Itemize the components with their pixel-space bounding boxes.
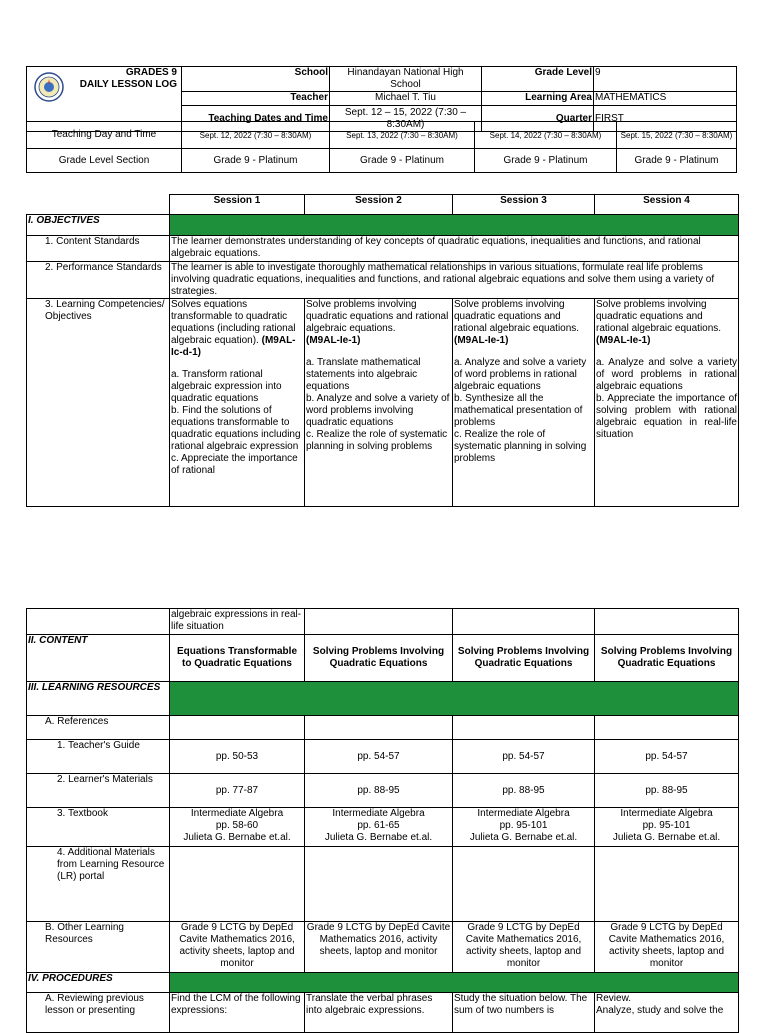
session-2-header: Session 2 xyxy=(305,195,453,215)
day-time-4: Sept. 15, 2022 (7:30 – 8:30AM) xyxy=(617,122,737,149)
tb-s3: Intermediate Algebra pp. 95-101 Julieta G. Bernabe et.al. xyxy=(453,808,595,847)
cont-s1-text: algebraic expressions in real-life situation xyxy=(170,609,305,635)
competency-s1-intro: Solves equations transformable to quadratic equations (including rational algebraic equation). xyxy=(171,299,296,346)
lm-s1: pp. 77-87 xyxy=(170,774,305,808)
other-s3: Grade 9 LCTG by DepEd Cavite Mathematics 2016, activity sheets, laptop and monitor xyxy=(453,922,595,973)
competency-s2-intro: Solve problems involving quadratic equations and rational algebraic equations. xyxy=(306,299,449,334)
section-4: Grade 9 - Platinum xyxy=(617,149,737,173)
dates-label: Teaching Dates and Time xyxy=(182,106,330,132)
session-4-header: Session 4 xyxy=(595,195,739,215)
tb-s1: Intermediate Algebra pp. 58-60 Julieta G. Bernabe et.al. xyxy=(170,808,305,847)
performance-standards-text: The learner is able to investigate thoroughly mathematical relationships in various situations, formulate real life problems involving quadratic equations, inequalities and functions, and rational algebraic equations and solve them using a variety of strategies. xyxy=(170,262,739,299)
add-blank-1 xyxy=(170,847,305,922)
competency-s4-list: a. Analyze and solve a variety of word problems in rational algebraic equations b. Appreciate the importance of solving problem with rational algebraic equation in real-life situation xyxy=(596,357,737,440)
learning-area-value: MATHEMATICS xyxy=(594,92,737,106)
content-standards-label: 1. Content Standards xyxy=(27,236,170,262)
lm-s2: pp. 88-95 xyxy=(305,774,453,808)
dates-value: Sept. 12 – 15, 2022 (7:30 – 8:30AM) xyxy=(330,106,482,132)
dll-label: DAILY LESSON LOG xyxy=(79,79,177,90)
references-label: A. References xyxy=(27,716,170,740)
resources-green-bar xyxy=(170,682,739,716)
teacher-value: Michael T. Tiu xyxy=(330,92,482,106)
competency-s2-code: (M9AL-Ie-1) xyxy=(306,335,361,346)
competencies-label: 3. Learning Competencies/ Objectives xyxy=(27,299,170,507)
section-2: Grade 9 - Platinum xyxy=(330,149,475,173)
day-time-label: Teaching Day and Time xyxy=(27,122,182,149)
procedures-green-bar xyxy=(170,973,739,993)
add-blank-3 xyxy=(453,847,595,922)
content-s3: Solving Problems Involving Quadratic Equations xyxy=(453,635,595,682)
content-s1: Equations Transformable to Quadratic Equations xyxy=(170,635,305,682)
content-standards-text: The learner demonstrates understanding of key concepts of quadratic equations, inequalities and functions, and rational algebraic equations. xyxy=(170,236,739,262)
cont-blank-3 xyxy=(453,609,595,635)
review-s2: Translate the verbal phrases into algebraic expressions. xyxy=(305,993,453,1033)
procedures-title: IV. PROCEDURES xyxy=(27,973,170,993)
competency-s3 xyxy=(453,299,595,507)
competency-s2-list: a. Translate mathematical statements into algebraic equations b. Analyze and solve a variety of word problems involving quadratic equations c. Realize the role of systematic planning in solving problems xyxy=(306,357,450,452)
tb-s2: Intermediate Algebra pp. 61-65 Julieta G. Bernabe et.al. xyxy=(305,808,453,847)
learning-area-label: Learning Area xyxy=(482,92,594,106)
competency-s1 xyxy=(170,299,305,507)
school-label: School xyxy=(182,67,330,92)
add-blank-4 xyxy=(595,847,739,922)
content-resources-table xyxy=(26,608,739,1033)
review-s4: Review. Analyze, study and solve the xyxy=(595,993,739,1033)
tg-s3: pp. 54-57 xyxy=(453,740,595,774)
section-label: Grade Level Section xyxy=(27,149,182,173)
competency-s2 xyxy=(305,299,453,507)
day-time-2: Sept. 13, 2022 (7:30 – 8:30AM) xyxy=(330,122,475,149)
grades-label: GRADES 9 xyxy=(125,67,177,78)
tg-s2: pp. 54-57 xyxy=(305,740,453,774)
content-s2: Solving Problems Involving Quadratic Equations xyxy=(305,635,453,682)
section-3: Grade 9 - Platinum xyxy=(475,149,617,173)
competency-s1-code: (M9AL-Ic-d-1) xyxy=(171,335,296,358)
tb-s4: Intermediate Algebra pp. 95-101 Julieta G. Bernabe et.al. xyxy=(595,808,739,847)
school-value: Hinandayan National High School xyxy=(330,67,482,92)
add-blank-2 xyxy=(305,847,453,922)
additional-materials-label: 4. Additional Materials from Learning Resource (LR) portal xyxy=(27,847,170,922)
resources-title: III. LEARNING RESOURCES xyxy=(27,682,170,716)
day-time-1: Sept. 12, 2022 (7:30 – 8:30AM) xyxy=(182,122,330,149)
other-s1: Grade 9 LCTG by DepEd Cavite Mathematics 2016, activity sheets, laptop and monitor xyxy=(170,922,305,973)
textbook-label: 3. Textbook xyxy=(27,808,170,847)
session-3-header: Session 3 xyxy=(453,195,595,215)
day-time-3: Sept. 14, 2022 (7:30 – 8:30AM) xyxy=(475,122,617,149)
cont-blank-4 xyxy=(595,609,739,635)
tg-s4: pp. 54-57 xyxy=(595,740,739,774)
cont-blank-2 xyxy=(305,609,453,635)
lm-s4: pp. 88-95 xyxy=(595,774,739,808)
other-resources-label: B. Other Learning Resources xyxy=(27,922,170,973)
ref-blank-3 xyxy=(453,716,595,740)
other-s2: Grade 9 LCTG by DepEd Cavite Mathematics 2016, activity sheets, laptop and monitor xyxy=(305,922,453,973)
review-s1: Find the LCM of the following expressions: xyxy=(170,993,305,1033)
teacher-label: Teacher xyxy=(182,92,330,106)
quarter-label: Quarter xyxy=(482,106,594,132)
content-s4: Solving Problems Involving Quadratic Equations xyxy=(595,635,739,682)
section-1: Grade 9 - Platinum xyxy=(182,149,330,173)
competency-s1-list: a. Transform rational algebraic expression into quadratic equations b. Find the solutions of equations transformable to quadratic equations including rational algebraic expression c. Appreciate the importance of rational xyxy=(171,369,301,476)
grade-level-value: 9 xyxy=(594,67,737,92)
objectives-green-bar xyxy=(170,215,739,236)
competency-s3-code: (M9AL-Ie-1) xyxy=(454,335,509,346)
review-label: A. Reviewing previous lesson or presenting xyxy=(27,993,170,1033)
competency-s4 xyxy=(595,299,739,507)
session-1-header: Session 1 xyxy=(170,195,305,215)
day-section-table xyxy=(26,121,737,173)
content-title: II. CONTENT xyxy=(27,635,170,682)
tg-s1: pp. 50-53 xyxy=(170,740,305,774)
competency-s3-intro: Solve problems involving quadratic equations and rational algebraic equations. xyxy=(454,299,580,334)
performance-standards-label: 2. Performance Standards xyxy=(27,262,170,299)
grade-level-label: Grade Level xyxy=(482,67,594,92)
competency-s3-list: a. Analyze and solve a variety of word problems in rational algebraic equations b. Synthesize all the mathematical presentation of problems c. Realize the role of systematic planning in solving problems xyxy=(454,357,587,464)
lm-s3: pp. 88-95 xyxy=(453,774,595,808)
other-s4: Grade 9 LCTG by DepEd Cavite Mathematics 2016, activity sheets, laptop and monitor xyxy=(595,922,739,973)
quarter-value: FIRST xyxy=(594,106,737,132)
ref-blank-1 xyxy=(170,716,305,740)
ref-blank-4 xyxy=(595,716,739,740)
blank-corner xyxy=(27,195,170,215)
cont-blank xyxy=(27,609,170,635)
ref-blank-2 xyxy=(305,716,453,740)
learners-materials-label: 2. Learner's Materials xyxy=(27,774,170,808)
teachers-guide-label: 1. Teacher's Guide xyxy=(27,740,170,774)
competency-s4-intro: Solve problems involving quadratic equations and rational algebraic equations. xyxy=(596,299,722,334)
objectives-table xyxy=(26,194,739,507)
objectives-title: I. OBJECTIVES xyxy=(27,215,170,236)
review-s3: Study the situation below. The sum of two numbers is xyxy=(453,993,595,1033)
competency-s4-code: (M9AL-Ie-1) xyxy=(596,335,651,346)
